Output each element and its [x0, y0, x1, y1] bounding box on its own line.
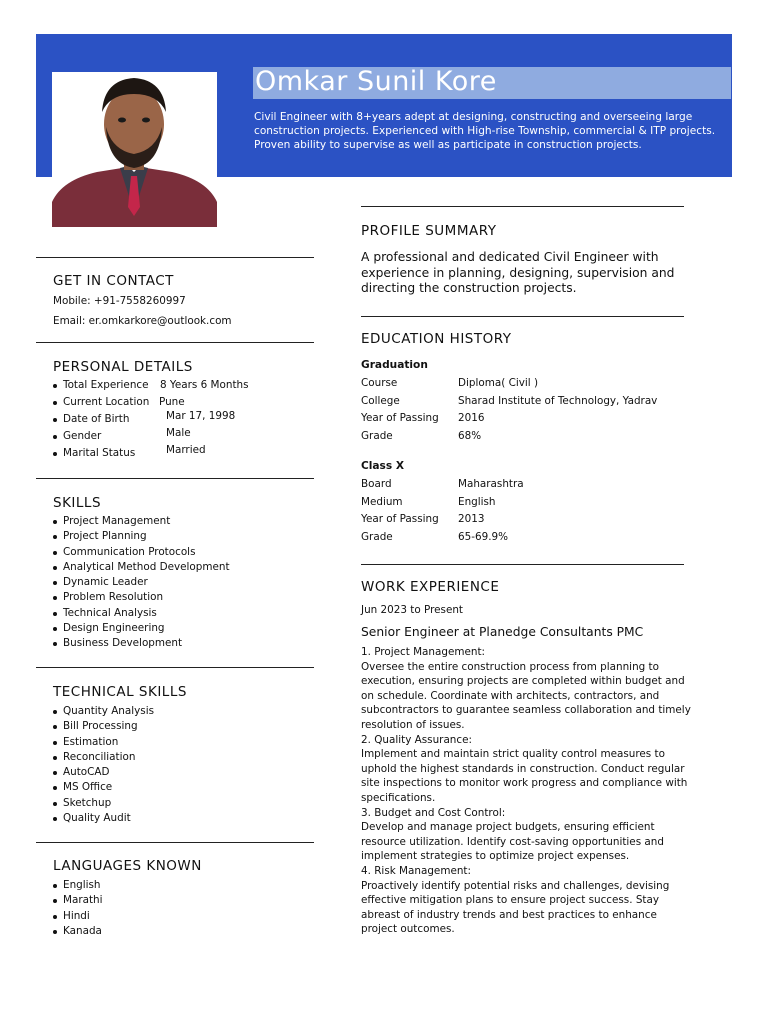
languages-list — [52, 878, 103, 939]
edu-value: Maharashtra — [458, 478, 524, 490]
work-section-title: 2. Quality Assurance: — [361, 733, 472, 746]
profile-text: A professional and dedicated Civil Engineer with experience in planning, designing, supervision and directing the construction projects. — [361, 250, 675, 295]
edu-value: Sharad Institute of Technology, Yadrav — [458, 395, 658, 407]
technical-item: Sketchup — [52, 796, 154, 811]
technical-item: MS Office — [52, 780, 154, 795]
work-period: Jun 2023 to Present — [361, 604, 464, 616]
divider — [361, 316, 684, 317]
personal-details-list — [52, 378, 302, 463]
technical-item: AutoCAD — [52, 765, 154, 780]
technical-item: Bill Processing — [52, 719, 154, 734]
profile-photo — [52, 72, 217, 227]
skill-item: Communication Protocols — [52, 545, 230, 560]
edu-value: 2016 — [458, 412, 485, 424]
divider — [36, 842, 314, 843]
edu-label: College — [361, 395, 400, 407]
technical-item: Reconciliation — [52, 750, 154, 765]
classx-title: Class X — [361, 460, 405, 472]
personal-value: 8 Years 6 Months — [160, 379, 249, 391]
personal-label: Date of Birth — [63, 413, 130, 425]
personal-value: Male — [166, 427, 191, 439]
divider — [36, 478, 314, 479]
personal-label: Current Location — [63, 396, 150, 408]
edu-value: Diploma( Civil ) — [458, 377, 538, 389]
divider — [36, 257, 314, 258]
work-section-text: Oversee the entire construction process from planning to execution, ensuring projects are completed within budget and on schedule. Coordinate with architects, contractors, and subcontractors to guarantee seamless collaboration and timely resolution of issues. — [361, 660, 691, 731]
languages-heading: LANGUAGES KNOWN — [53, 858, 202, 874]
divider — [361, 206, 684, 207]
personal-value: Pune — [159, 396, 185, 408]
edu-label: Grade — [361, 531, 393, 543]
work-section-title: 4. Risk Management: — [361, 864, 472, 877]
profile-heading: PROFILE SUMMARY — [361, 223, 497, 239]
skill-item: Problem Resolution — [52, 590, 230, 605]
divider — [361, 564, 684, 565]
personal-value: Mar 17, 1998 — [166, 410, 236, 422]
edu-label: Year of Passing — [361, 412, 439, 424]
contact-email: Email: er.omkarkore@outlook.com — [53, 315, 232, 327]
candidate-name: Omkar Sunil Kore — [255, 66, 497, 97]
technical-item: Quantity Analysis — [52, 704, 154, 719]
technical-list — [52, 704, 154, 826]
education-heading: EDUCATION HISTORY — [361, 331, 512, 347]
edu-row — [361, 377, 538, 389]
person-portrait-icon — [52, 72, 217, 227]
edu-value: English — [458, 496, 496, 508]
personal-row — [52, 378, 302, 395]
edu-row — [361, 513, 485, 525]
edu-label: Grade — [361, 430, 393, 442]
edu-row — [361, 412, 485, 424]
skill-item: Analytical Method Development — [52, 560, 230, 575]
language-item: English — [52, 878, 103, 893]
work-description — [361, 645, 691, 937]
technical-heading: TECHNICAL SKILLS — [53, 684, 187, 700]
edu-row — [361, 395, 658, 407]
technical-item: Quality Audit — [52, 811, 154, 826]
language-item: Hindi — [52, 909, 103, 924]
personal-row — [52, 446, 302, 463]
edu-label: Board — [361, 478, 392, 490]
contact-mobile: Mobile: +91-7558260997 — [53, 295, 186, 307]
work-section-text: Proactively identify potential risks and challenges, devising effective mitigation plans to ensure project success. Stay abreast of industry trends and best practices to enhance project outcomes. — [361, 879, 670, 936]
skill-item: Design Engineering — [52, 621, 230, 636]
divider — [36, 667, 314, 668]
work-role: Senior Engineer at Planedge Consultants PMC — [361, 625, 644, 639]
edu-value: 65-69.9% — [458, 531, 508, 543]
header-tagline: Civil Engineer with 8+years adept at designing, constructing and overseeing large construction projects. Experienced with High-rise Township, commercial & ITP projects. Proven ability to supervise as well as participate in construction projects. — [254, 111, 716, 151]
skill-item: Dynamic Leader — [52, 575, 230, 590]
work-section-text: Develop and manage project budgets, ensuring efficient resource utilization. Identify cost-saving opportunities and implement strategies to optimize project expenses. — [361, 821, 664, 863]
personal-label: Total Experience — [63, 379, 149, 391]
divider — [36, 342, 314, 343]
edu-row — [361, 531, 508, 543]
skill-item: Project Management — [52, 514, 230, 529]
skill-item: Technical Analysis — [52, 606, 230, 621]
edu-label: Course — [361, 377, 398, 389]
graduation-title: Graduation — [361, 359, 428, 371]
personal-value: Married — [166, 444, 206, 456]
edu-row — [361, 478, 524, 490]
personal-label: Gender — [63, 430, 102, 442]
edu-row — [361, 430, 482, 442]
contact-heading: GET IN CONTACT — [53, 273, 174, 289]
skills-heading: SKILLS — [53, 495, 102, 511]
technical-item: Estimation — [52, 735, 154, 750]
edu-label: Medium — [361, 496, 403, 508]
work-section-title: 3. Budget and Cost Control: — [361, 806, 506, 819]
work-heading: WORK EXPERIENCE — [361, 579, 500, 595]
language-item: Marathi — [52, 893, 103, 908]
work-section-title: 1. Project Management: — [361, 646, 486, 658]
language-item: Kanada — [52, 924, 103, 939]
edu-label: Year of Passing — [361, 513, 439, 525]
personal-label: Marital Status — [63, 447, 136, 459]
skills-list — [52, 514, 230, 652]
edu-value: 68% — [458, 430, 482, 442]
skill-item: Project Planning — [52, 529, 230, 544]
skill-item: Business Development — [52, 636, 230, 651]
work-section-text: Implement and maintain strict quality control measures to uphold the highest standards in construction. Conduct regular site inspections to monitor work progress and compliance with specifications. — [361, 748, 688, 804]
edu-value: 2013 — [458, 513, 485, 525]
personal-heading: PERSONAL DETAILS — [53, 359, 193, 375]
edu-row — [361, 496, 496, 508]
